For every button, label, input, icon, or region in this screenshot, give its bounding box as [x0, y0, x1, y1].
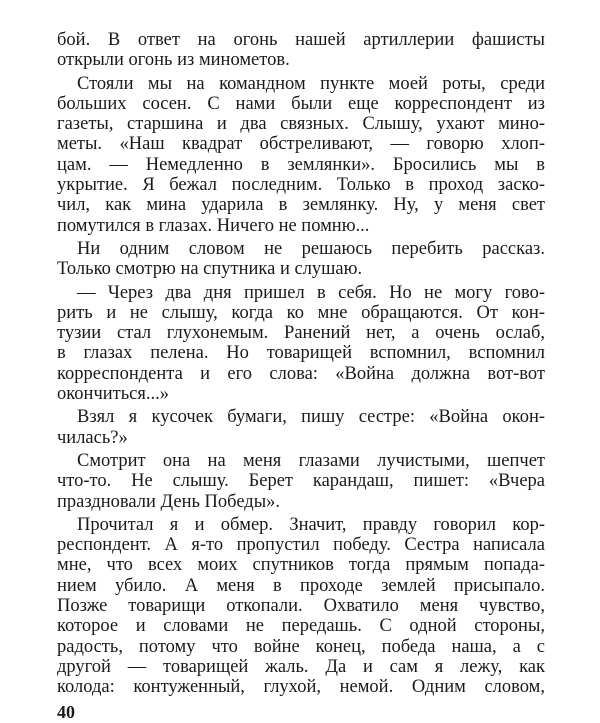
text-line: цам. — Немедленно в землянки». Бросились мы в [57, 154, 545, 175]
paragraph [57, 74, 545, 236]
text-line: Прочитал я и обмер. Значит, правду говорил кор- [77, 514, 545, 535]
page-number: 40 [57, 702, 75, 722]
paragraph [57, 451, 545, 512]
paragraph [57, 30, 545, 71]
text-line: радость, потому что войне конец, победа наша, а с [57, 636, 545, 657]
text-line: помутился в глазах. Ничего не помню... [57, 215, 370, 236]
text-line: укрытие. Я бежал последним. Только в проход заско- [57, 175, 545, 196]
text-line: Стояли мы на командном пункте моей роты, среди [77, 73, 545, 94]
text-line: окончиться...» [57, 384, 170, 405]
text-line: нием убило. А меня в проходе землей присыпало. [57, 575, 545, 596]
text-line: респондент. А я-то пропустил победу. Сестра написала [57, 535, 545, 556]
text-line: тузии стал глухонемым. Ранений нет, а очень ослаб, [57, 323, 545, 344]
text-line: Позже товарищи откопали. Охватило меня чувство, [57, 596, 545, 617]
paragraph [57, 407, 545, 448]
text-line: чил, как мина ударила в землянку. Ну, у меня свет [57, 195, 545, 216]
text-line: чилась?» [57, 427, 128, 448]
text-line: Только смотрю на спутника и слушаю. [57, 259, 363, 280]
page-body [57, 30, 545, 698]
text-line: бой. В ответ на огонь нашей артиллерии фашисты [57, 30, 545, 50]
text-line: — Через два дня пришел в себя. Но не могу гово- [77, 282, 545, 303]
text-line: другой — товарищей жаль. Да и сам я лежу, как [57, 656, 545, 677]
text-line: колода: контуженный, глухой, немой. Одним словом, [57, 677, 545, 698]
text-line: корреспондента и его слова: «Война должна вот-вот [57, 363, 545, 384]
text-line: Взял я кусочек бумаги, пишу сестре: «Война окон- [77, 407, 545, 428]
text-line: рить и не слышу, когда ко мне обращаются. От кон- [57, 302, 545, 323]
paragraph [57, 239, 545, 280]
paragraph [57, 283, 545, 405]
text-line: больших сосен. С нами были еще корреспондент из [57, 93, 545, 114]
text-line: Смотрит она на меня глазами лучистыми, шепчет [77, 450, 545, 471]
text-line: в глазах пелена. Но товарищей вспомнил, вспомнил [57, 343, 545, 364]
text-line: Ни одним словом не решаюсь перебить рассказ. [77, 238, 545, 259]
text-line: открыли огонь из минометов. [57, 50, 290, 71]
text-line: газеты, старшина и два связных. Слышу, ухают мино- [57, 114, 545, 135]
text-line: меты. «Наш квадрат обстреливают, — говорю хлоп- [57, 134, 545, 155]
text-line: которое и словами не передашь. С одной стороны, [57, 616, 545, 637]
text-line: мне, что всех моих спутников тогда прямым попада- [57, 555, 545, 576]
paragraph [57, 515, 545, 698]
text-line: что-то. Не слышу. Берет карандаш, пишет: «Вчера [57, 471, 545, 492]
text-line: праздновали День Победы». [57, 491, 281, 512]
